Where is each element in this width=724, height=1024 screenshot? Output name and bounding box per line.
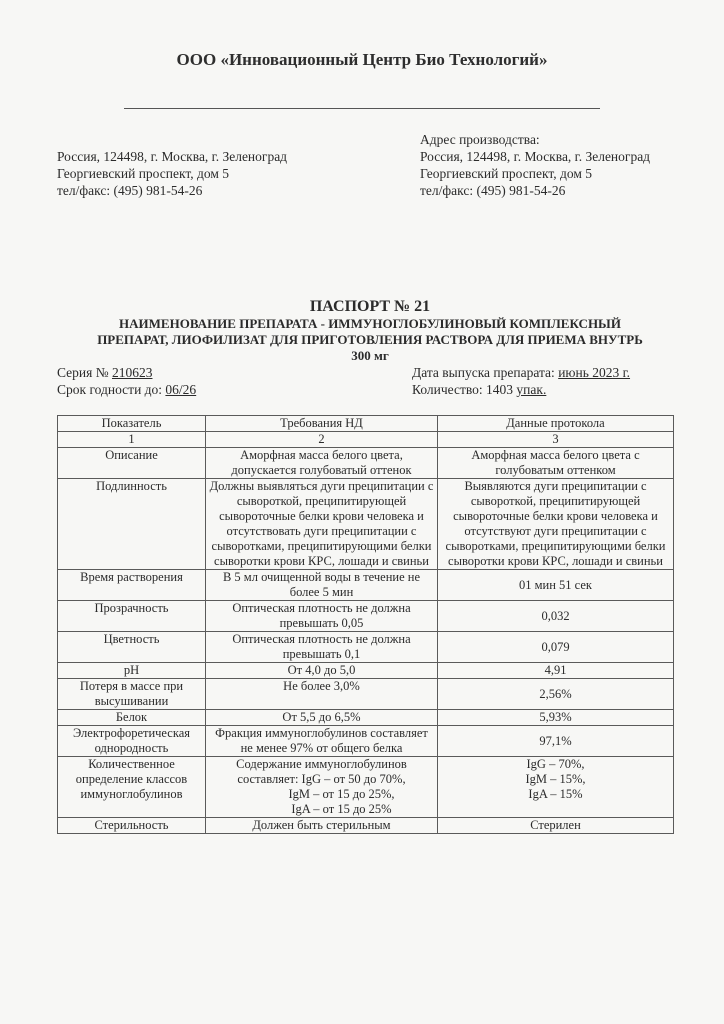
requirement-cell: В 5 мл очищенной воды в течение не более 5 мин (206, 570, 438, 601)
result-cell: Аморфная масса белого цвета с голубоватым оттенком (438, 448, 674, 479)
column-header: Данные протокола (438, 416, 674, 432)
product-name-line: ПРЕПАРАТ, ЛИОФИЛИЗАТ ДЛЯ ПРИГОТОВЛЕНИЯ РАСТВОРА ДЛЯ ПРИЕМА ВНУТРЬ (97, 332, 643, 347)
result-cell: 01 мин 51 сек (438, 570, 674, 601)
result-cell: 0,079 (438, 632, 674, 663)
expiry-field (57, 381, 196, 398)
company-address (57, 148, 287, 199)
quantity-label: Количество: 1403 (412, 382, 517, 397)
address-line: Россия, 124498, г. Москва, г. Зеленоград (420, 149, 651, 164)
quantity-field (412, 381, 546, 398)
production-address (420, 131, 650, 199)
column-number: 1 (58, 432, 206, 448)
release-label: Дата выпуска препарата: (412, 365, 559, 380)
requirement-line: IgM – от 15 до 25%, (288, 787, 395, 801)
requirement-line: Содержание иммуноглобулинов составляет: IgG – от 50 до 70%, (236, 757, 407, 786)
address-line: Георгиевский проспект, дом 5 (420, 166, 593, 181)
table-row (58, 679, 674, 710)
column-number: 3 (438, 432, 674, 448)
expiry-label: Срок годности до: (57, 382, 166, 397)
column-header: Требования НД (206, 416, 438, 432)
requirement-cell: От 5,5 до 6,5% (206, 710, 438, 726)
production-address-label: Адрес производства: (420, 132, 540, 147)
requirement-cell: Фракция иммуноглобулинов составляет не менее 97% от общего белка (206, 726, 438, 757)
series-field (57, 364, 152, 381)
product-dose: 300 мг (351, 348, 389, 363)
result-cell: 0,032 (438, 601, 674, 632)
requirement-cell: Оптическая плотность не должна превышать 0,1 (206, 632, 438, 663)
table-number-row (58, 432, 674, 448)
series-label: Серия № (57, 365, 112, 380)
quantity-unit: упак. (516, 382, 547, 397)
table-row (58, 448, 674, 479)
table-row (58, 479, 674, 570)
indicator-cell: Электрофоретическая однородность (58, 726, 206, 757)
requirement-cell: Оптическая плотность не должна превышать 0,05 (206, 601, 438, 632)
result-cell: 4,91 (438, 663, 674, 679)
table-row (58, 757, 674, 818)
result-cell: Стерилен (438, 818, 674, 834)
indicator-cell: Потеря в массе при высушивании (58, 679, 206, 710)
result-line: IgA – 15% (528, 787, 583, 801)
release-date-field (412, 364, 630, 381)
document-title (40, 297, 700, 364)
table-row (58, 818, 674, 834)
table-row (58, 632, 674, 663)
indicator-cell: Время растворения (58, 570, 206, 601)
indicator-cell: Подлинность (58, 479, 206, 570)
address-line: тел/факс: (495) 981-54-26 (57, 183, 203, 198)
requirement-line: IgA – от 15 до 25% (291, 802, 392, 816)
passport-number: ПАСПОРТ № 21 (309, 298, 431, 315)
requirement-cell: От 4,0 до 5,0 (206, 663, 438, 679)
company-name: ООО «Инновационный Центр Био Технологий» (176, 50, 548, 69)
result-line: IgG – 70%, (526, 757, 585, 771)
requirement-cell: Аморфная масса белого цвета, допускается голубоватый оттенок (206, 448, 438, 479)
indicator-cell: Стерильность (58, 818, 206, 834)
release-value: июнь 2023 г. (558, 365, 631, 380)
header-divider (124, 108, 600, 109)
table-row (58, 663, 674, 679)
result-cell: Выявляются дуги преципитации с сывороткой, преципитирующей сывороточные белки крови человека и отсутствуют дуги преципитации с сыворотками, преципитирующими белки сыворотки крови КРС, лошади и свиньи (438, 479, 674, 570)
product-name-line: НАИМЕНОВАНИЕ ПРЕПАРАТА - ИММУНОГЛОБУЛИНОВЫЙ КОМПЛЕКСНЫЙ (119, 316, 621, 331)
table-row (58, 570, 674, 601)
requirement-cell (206, 757, 438, 818)
table-header-row (58, 416, 674, 432)
requirement-cell: Должен быть стерильным (206, 818, 438, 834)
table-row (58, 601, 674, 632)
series-value: 210623 (111, 365, 153, 380)
result-line: IgM – 15%, (525, 772, 586, 786)
indicator-cell: Количественное определение классов иммуноглобулинов (58, 757, 206, 818)
table-row (58, 726, 674, 757)
address-line: Георгиевский проспект, дом 5 (57, 166, 230, 181)
table-row (58, 710, 674, 726)
indicator-cell: pH (58, 663, 206, 679)
result-cell (438, 757, 674, 818)
expiry-value: 06/26 (165, 382, 197, 397)
address-line: Россия, 124498, г. Москва, г. Зеленоград (57, 149, 288, 164)
result-cell: 2,56% (438, 679, 674, 710)
indicator-cell: Прозрачность (58, 601, 206, 632)
result-cell: 97,1% (438, 726, 674, 757)
requirement-cell: Не более 3,0% (206, 679, 438, 710)
column-header: Показатель (58, 416, 206, 432)
requirement-cell: Должны выявляться дуги преципитации с сывороткой, преципитирующей сывороточные белки крови человека и отсутствовать дуги преципитации с сыворотками, преципитирующими белки сыворотки крови КРС, лошади и свиньи (206, 479, 438, 570)
specification-table (57, 415, 674, 834)
address-line: тел/факс: (495) 981-54-26 (420, 183, 566, 198)
indicator-cell: Цветность (58, 632, 206, 663)
indicator-cell: Белок (58, 710, 206, 726)
indicator-cell: Описание (58, 448, 206, 479)
result-cell: 5,93% (438, 710, 674, 726)
column-number: 2 (206, 432, 438, 448)
